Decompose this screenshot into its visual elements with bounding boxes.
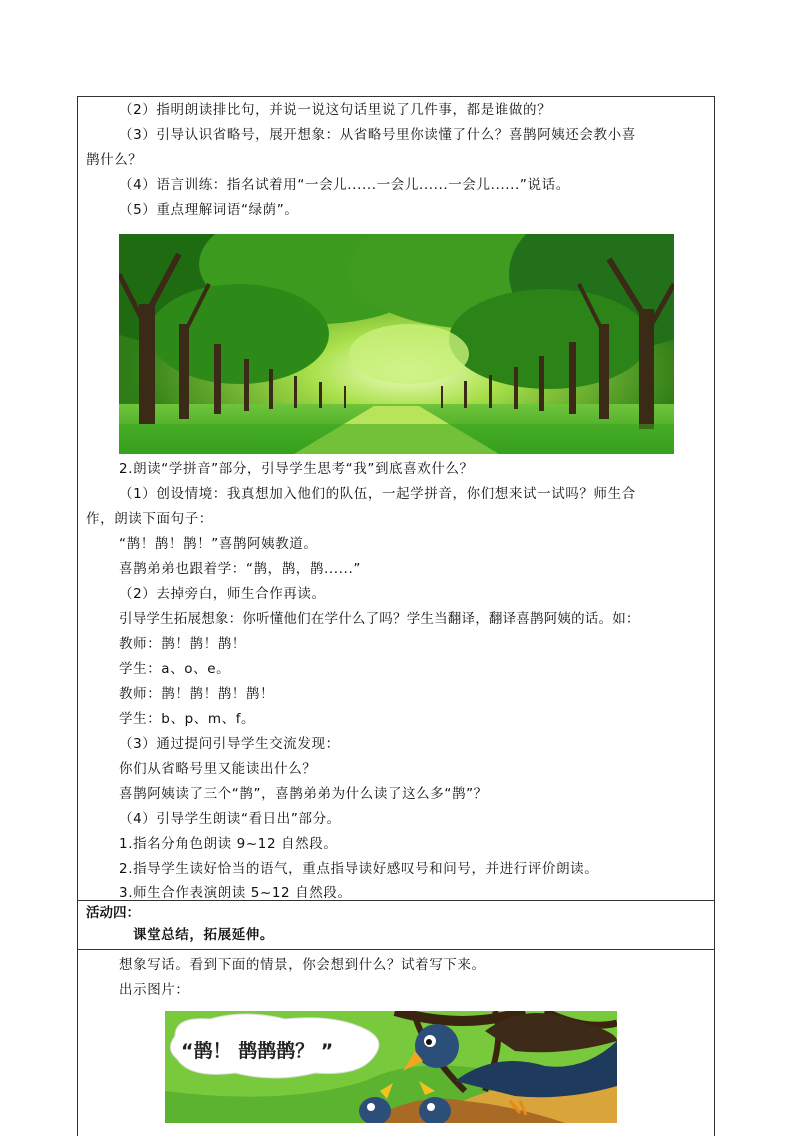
- text-line: 喜鹊弟弟也跟着学：“鹊，鹊，鹊......”: [119, 561, 361, 577]
- text-line: 喜鹊阿姨读了三个“鹊”，喜鹊弟弟为什么读了这么多“鹊”？: [119, 786, 488, 802]
- text-line: 作，朗读下面句子：: [86, 511, 213, 527]
- text-line: 教师：鹊！鹊！鹊！鹊！: [119, 686, 275, 702]
- text-line: 鹊什么？: [86, 152, 143, 168]
- text-line: （4）语言训练：指名试着用“一会儿......一会儿......一会儿......”说话。: [119, 177, 570, 193]
- text-line: （2）指明朗读排比句，并说一说这句话里说了几件事，都是谁做的？: [119, 102, 552, 118]
- text-line: 2.指导学生读好恰当的语气，重点指导读好感叹号和问号，并进行评价朗读。: [119, 861, 599, 877]
- activity-label: 活动四：: [86, 905, 140, 921]
- text-line: （5）重点理解词语“绿荫”。: [119, 202, 299, 218]
- text-line: （2）去掉旁白，师生合作再读。: [119, 586, 326, 602]
- text-line: 学生：a、o、e。: [119, 661, 231, 677]
- text-line: （1）创设情境：我真想加入他们的队伍，一起学拼音，你们想来试一试吗？师生合: [119, 486, 636, 502]
- text-line: 出示图片：: [119, 982, 190, 998]
- text-line: 想象写话。看到下面的情景，你会想到什么？试着写下来。: [119, 957, 486, 973]
- text-line: （4）引导学生朗读“看日出”部分。: [119, 811, 341, 827]
- text-line: 3.师生合作表演朗读 5~12 自然段。: [119, 885, 352, 901]
- text-line: “鹊！鹊！鹊！”喜鹊阿姨教道。: [119, 536, 318, 552]
- magpie-cartoon: [165, 1011, 617, 1123]
- text-line: （3）引导认识省略号，展开想象：从省略号里你读懂了什么？喜鹊阿姨还会教小喜: [119, 127, 636, 143]
- table-divider: [77, 949, 715, 950]
- text-line: 教师：鹊！鹊！鹊！: [119, 636, 246, 652]
- forest-road-photo: [119, 234, 674, 454]
- activity-title: 课堂总结，拓展延伸。: [133, 927, 274, 943]
- text-line: （3）通过提问引导学生交流发现：: [119, 736, 340, 752]
- text-line: 引导学生拓展想象：你听懂他们在学什么了吗？学生当翻译，翻译喜鹊阿姨的话。如：: [119, 611, 640, 627]
- text-line: 2.朗读“学拼音”部分，引导学生思考“我”到底喜欢什么？: [119, 461, 474, 477]
- text-line: 你们从省略号里又能读出什么？: [119, 761, 317, 777]
- text-line: 学生：b、p、m、f。: [119, 711, 256, 727]
- speech-bubble-text: “鹊！ 鹊鹊鹊？ ”: [181, 1040, 334, 1062]
- text-line: 1.指名分角色朗读 9~12 自然段。: [119, 836, 338, 852]
